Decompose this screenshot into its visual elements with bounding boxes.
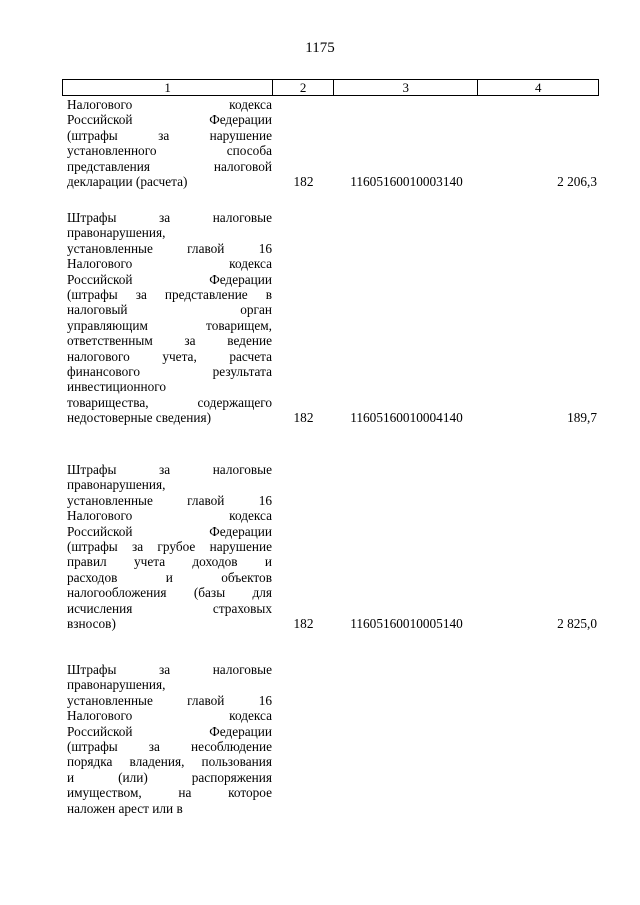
admin-code: 182 — [293, 410, 314, 426]
description-line: и (или) распоряжения — [67, 769, 272, 785]
description-line: инвестиционного — [67, 379, 167, 395]
header-col-2: 2 — [273, 80, 334, 95]
description-line: Налогового кодекса — [67, 708, 272, 724]
description-line: Налогового кодекса — [67, 97, 272, 112]
description-line: ответственным за ведение — [67, 333, 272, 349]
description-line: установленные главой 16 — [67, 240, 272, 256]
description-line: правонарушения, — [67, 225, 166, 241]
admin-code: 182 — [293, 616, 314, 631]
amount-value: 2 825,0 — [557, 616, 597, 631]
row-description — [67, 462, 272, 631]
description-line: Штрафы за налоговые — [67, 662, 272, 677]
amount-value: 189,7 — [567, 410, 597, 426]
description-line: Налогового кодекса — [67, 256, 272, 272]
header-col-4: 4 — [534, 80, 542, 95]
description-line: имуществом, на которое — [67, 785, 272, 801]
description-line: Штрафы за налоговые — [67, 462, 272, 477]
description-line: управляющим товарищем, — [67, 317, 272, 333]
description-line: Налогового кодекса — [67, 508, 272, 524]
description-line: исчисления страховых — [67, 600, 272, 616]
description-line: установленного способа — [67, 143, 272, 159]
description-line: наложен арест или в — [67, 800, 183, 816]
page-number: 1175 — [305, 40, 335, 56]
description-line: налоговый орган — [67, 302, 272, 318]
description-line: налогообложения (базы для — [67, 585, 272, 601]
kbk-code: 11605160010005140 — [350, 616, 463, 631]
description-line: недостоверные сведения) — [67, 410, 212, 426]
kbk-code: 11605160010003140 — [350, 174, 463, 189]
description-line: представления налоговой — [67, 158, 272, 174]
description-line: Штрафы за налоговые — [67, 210, 272, 225]
description-line: Российской Федерации — [67, 112, 272, 128]
description-line: налогового учета, расчета — [67, 348, 272, 364]
description-line: правонарушения, — [67, 677, 166, 693]
row-description — [67, 97, 272, 189]
description-line: взносов) — [67, 616, 116, 632]
description-line: финансового результата — [67, 364, 272, 380]
description-line: Российской Федерации — [67, 271, 272, 287]
description-line: правонарушения, — [67, 477, 166, 493]
description-line: товарищества, содержащего — [67, 394, 272, 410]
description-line: установленные главой 16 — [67, 492, 272, 508]
description-line: расходов и объектов — [67, 569, 272, 585]
amount-value: 2 206,3 — [557, 174, 597, 189]
admin-code: 182 — [293, 174, 314, 189]
description-line: Российской Федерации — [67, 723, 272, 739]
row-description — [67, 210, 272, 426]
description-line: порядка владения, пользования — [67, 754, 272, 770]
description-line: (штрафы за грубое нарушение — [67, 539, 272, 555]
description-line: установленные главой 16 — [67, 692, 272, 708]
description-line: декларации (расчета) — [67, 174, 188, 190]
description-line: (штрафы за нарушение — [67, 127, 272, 143]
header-col-3: 3 — [334, 80, 478, 95]
header-col-1: 1 — [63, 80, 273, 95]
kbk-code: 11605160010004140 — [350, 410, 463, 426]
description-line: (штрафы за несоблюдение — [67, 739, 272, 755]
description-line: (штрафы за представление в — [67, 287, 272, 303]
table-header — [62, 79, 599, 96]
description-line: Российской Федерации — [67, 523, 272, 539]
description-line: правил учета доходов и — [67, 554, 272, 570]
row-description — [67, 662, 272, 816]
